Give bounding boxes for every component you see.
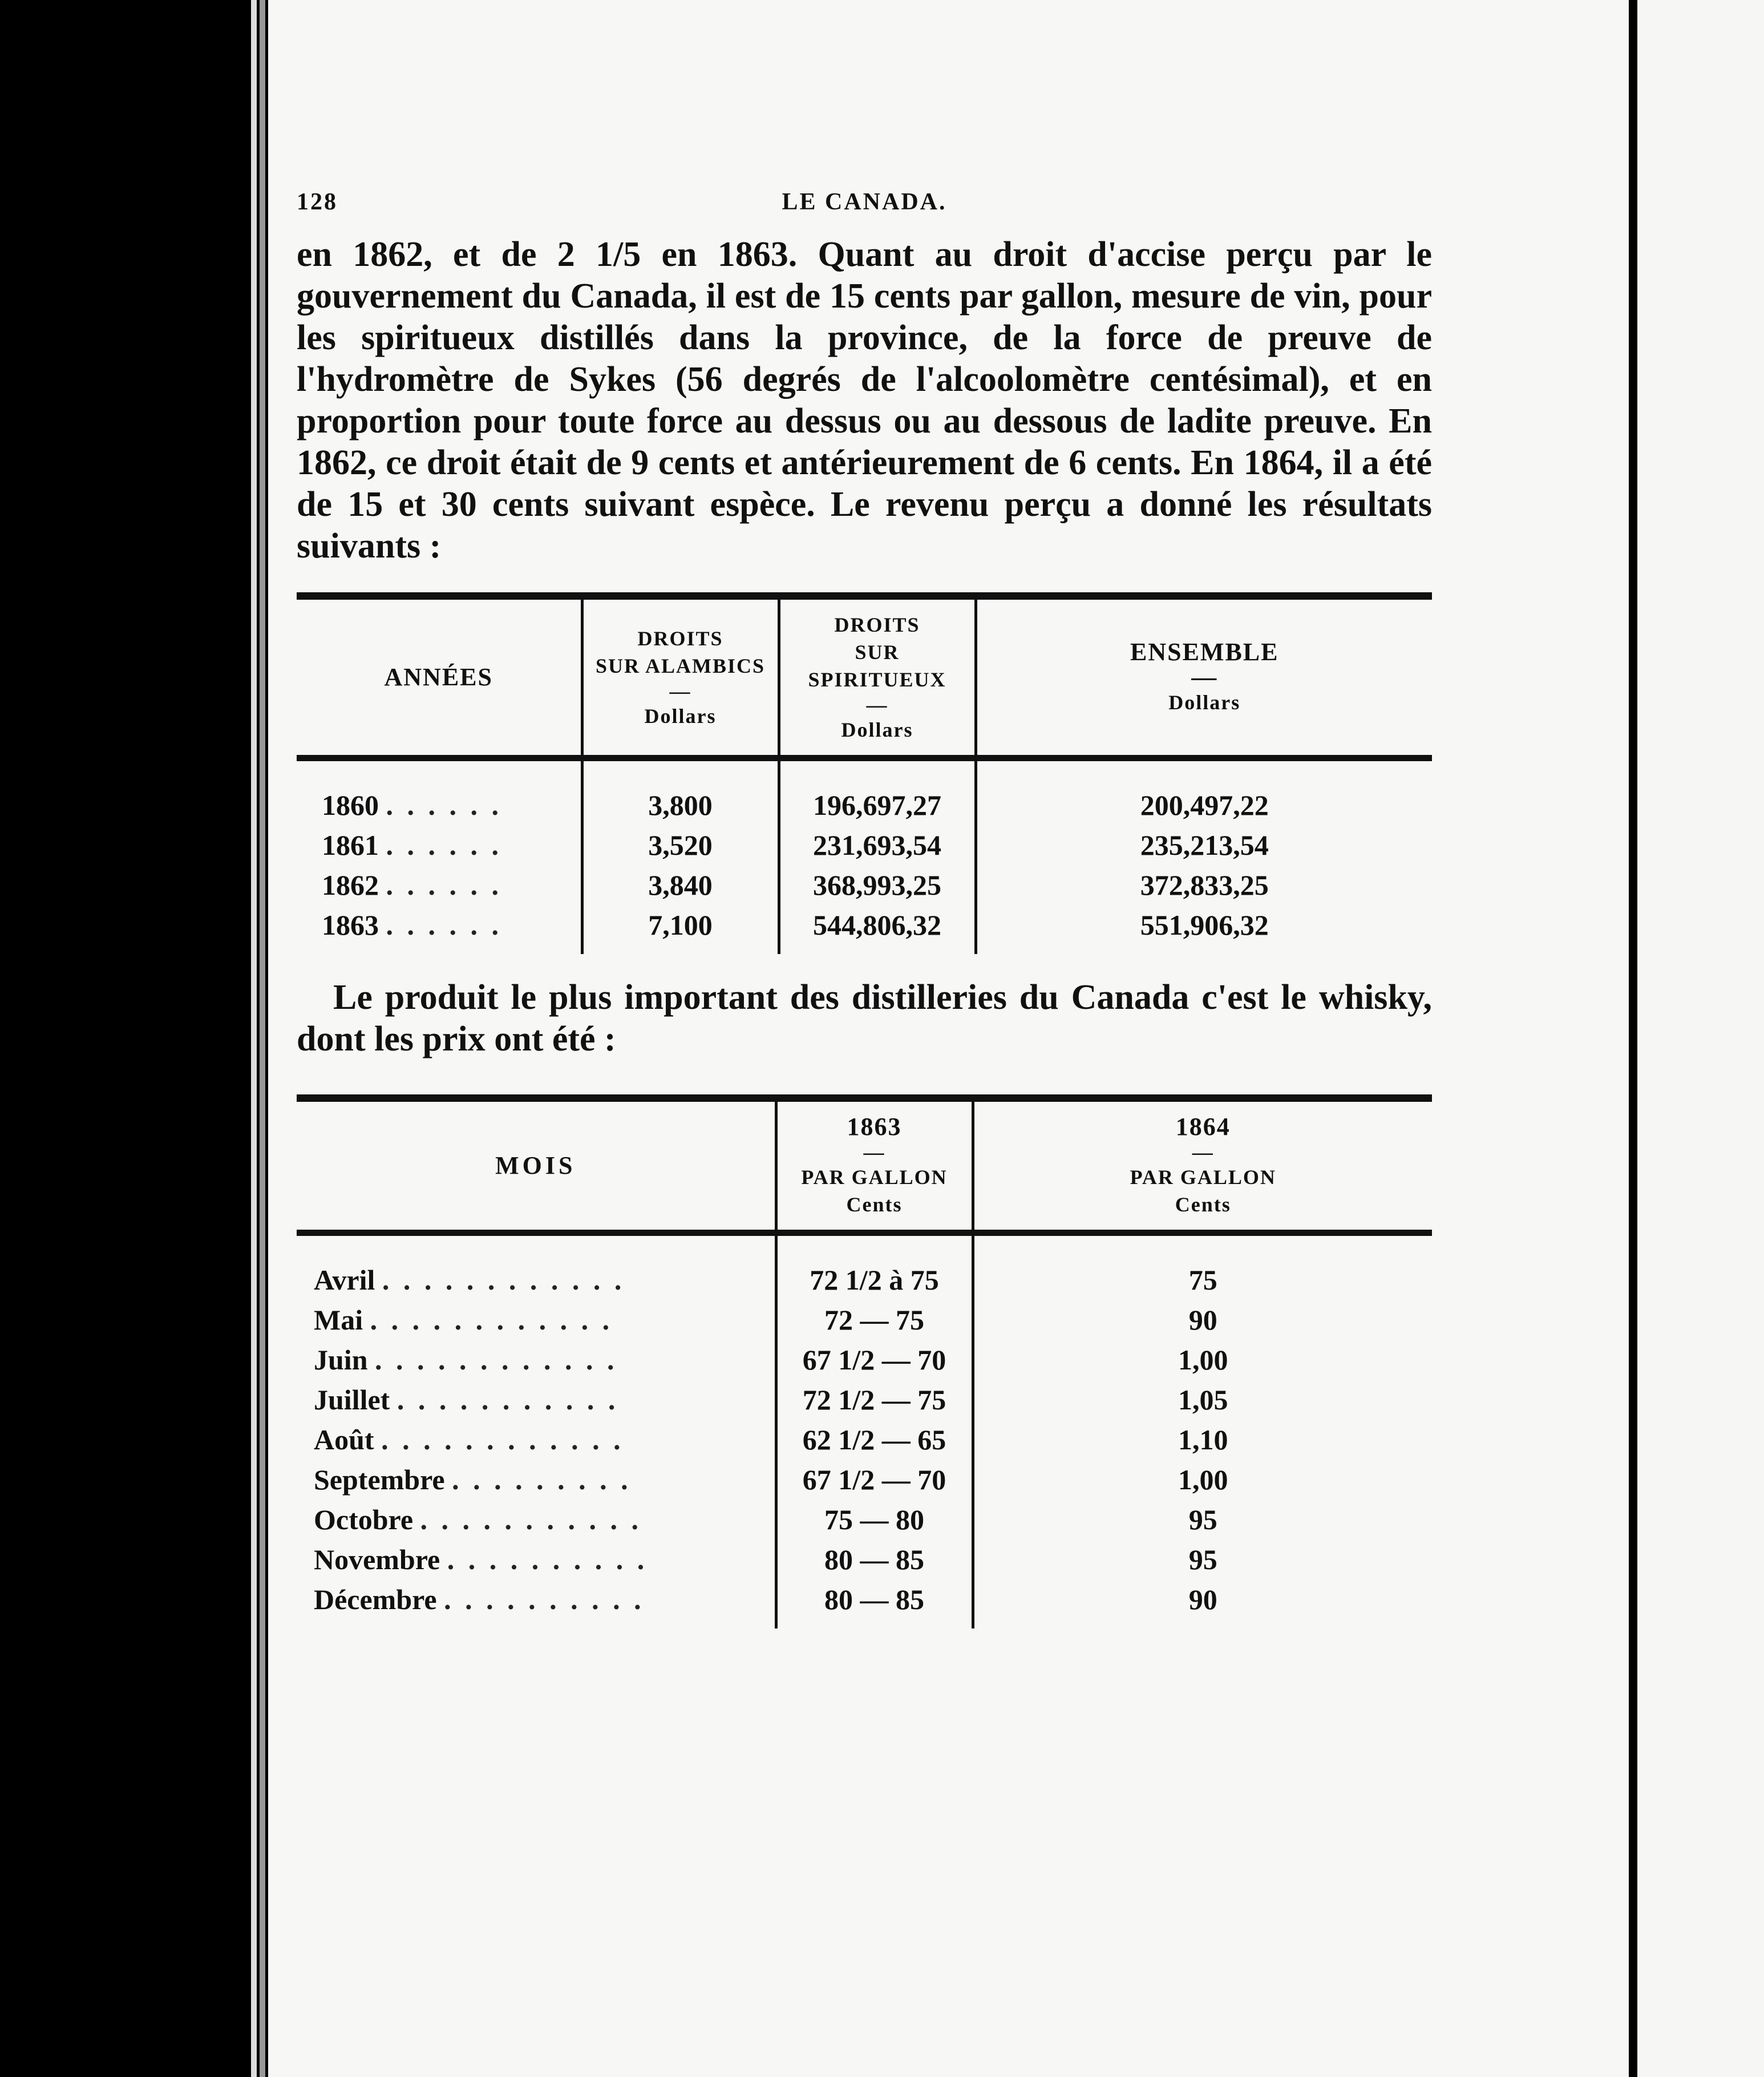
table-row: Juin . . . . . . . . . . . . 67 1/2 — 70 1,00 xyxy=(297,1340,1432,1380)
header-spirits: DROITS SUR SPIRITUEUX — Dollars xyxy=(779,596,976,758)
page-edge xyxy=(260,0,265,2077)
intro-paragraph: en 1862, et de 2 1/5 en 1863. Quant au droit d'accise perçu par le gouvernement du Canada, il est de 15 cents par gallon, mesure de vin, pour les spiritueux distillés dans la province, de la force de preuve de l'hydromètre de Sykes (56 degrés de l'alcoolomètre centésimal), et en proportion pour toute force au dessus ou au dessous de ladite preuve. En 1862, ce droit était de 9 cents et antérieurement de 6 cents. En 1864, il a été de 15 et 30 cents suivant espèce. Le revenu perçu a donné les résultats suivants : xyxy=(297,235,1432,565)
table-row: Mai . . . . . . . . . . . . 72 — 75 90 xyxy=(297,1300,1432,1340)
table-row: 1860 . . . . . . 3,800 196,697,27 200,497,22 xyxy=(297,758,1432,826)
table-row: 1861 . . . . . . 3,520 231,693,54 235,213,54 xyxy=(297,825,1432,865)
table-row: Novembre . . . . . . . . . . 80 — 85 95 xyxy=(297,1539,1432,1579)
revenue-table xyxy=(297,592,1432,954)
table-row: 1863 . . . . . . 7,100 544,806,32 551,906,32 xyxy=(297,905,1432,954)
facing-page xyxy=(1637,0,1764,2077)
running-title: LE CANADA. xyxy=(782,189,947,215)
page-content xyxy=(297,177,1432,1629)
table-row: Août . . . . . . . . . . . . 62 1/2 — 65 1,10 xyxy=(297,1420,1432,1460)
header-1864: 1864 — PAR GALLON Cents xyxy=(973,1098,1432,1233)
header-month: MOIS xyxy=(297,1098,776,1233)
table-row: Avril . . . . . . . . . . . . 72 1/2 à 75 75 xyxy=(297,1233,1432,1300)
page-number: 128 xyxy=(297,189,338,215)
page-edge xyxy=(251,0,257,2077)
table-row: Juillet . . . . . . . . . . . 72 1/2 — 75 1,05 xyxy=(297,1380,1432,1420)
table-row: 1862 . . . . . . 3,840 368,993,25 372,833,25 xyxy=(297,865,1432,905)
running-head xyxy=(297,177,1432,228)
table-row: Septembre . . . . . . . . . 67 1/2 — 70 1,00 xyxy=(297,1460,1432,1500)
header-stills: DROITS SUR ALAMBICS — Dollars xyxy=(582,596,779,758)
whisky-paragraph: Le produit le plus important des distilleries du Canada c'est le whisky, dont les prix ont été : xyxy=(297,978,1432,1058)
whisky-price-table xyxy=(297,1094,1432,1629)
table-row: Octobre . . . . . . . . . . . 75 — 80 95 xyxy=(297,1500,1432,1539)
header-total: ENSEMBLE — Dollars xyxy=(976,596,1432,758)
table-row: Décembre . . . . . . . . . . 80 — 85 90 xyxy=(297,1579,1432,1629)
header-years: ANNÉES xyxy=(297,596,582,758)
header-1863: 1863 — PAR GALLON Cents xyxy=(776,1098,973,1233)
